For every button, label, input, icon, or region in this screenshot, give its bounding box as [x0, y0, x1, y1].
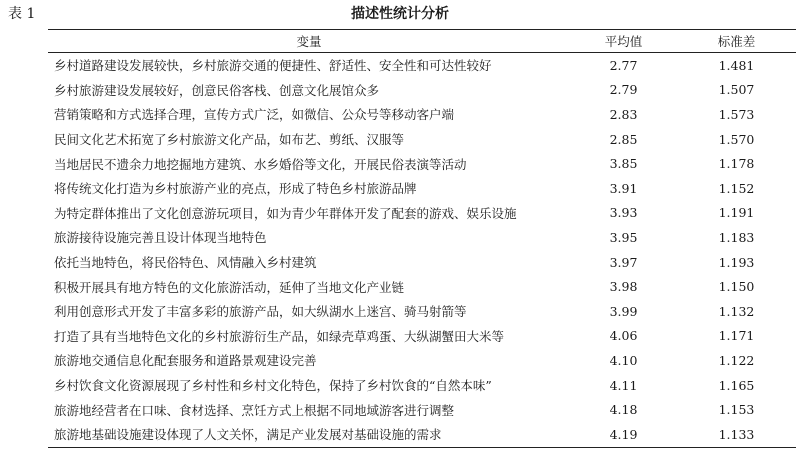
table-row: [48, 348, 796, 373]
variable-cell: 积极开展具有地方特色的文化旅游活动，延伸了当地文化产业链: [54, 279, 405, 295]
sd-cell: 1.153: [718, 402, 755, 418]
sd-cell: 1.191: [718, 205, 755, 221]
variable-cell: 乡村旅游建设发展较好，创意民俗客栈、创意文化展馆众多: [54, 82, 380, 98]
table-row: [48, 53, 796, 78]
variable-cell: 利用创意形式开发了丰富多彩的旅游产品，如大纵湖水上迷宫、骑马射箭等: [54, 304, 467, 320]
sd-cell: 1.193: [718, 254, 755, 270]
table-row: [48, 102, 796, 127]
mean-cell: 3.93: [609, 205, 638, 221]
table-row: [48, 274, 796, 299]
variable-cell: 营销策略和方式选择合理，宣传方式广泛，如微信、公众号等移动客户端: [54, 107, 455, 123]
sd-cell: 1.152: [718, 180, 755, 196]
mean-cell: 3.98: [609, 279, 638, 295]
sd-cell: 1.133: [718, 426, 755, 442]
variable-cell: 乡村饮食文化资源展现了乡村性和乡村文化特色，保持了乡村饮食的“自然本味”: [54, 378, 492, 394]
mean-cell: 4.11: [609, 377, 638, 393]
table-row: [48, 324, 796, 349]
sd-cell: 1.171: [718, 328, 755, 344]
mean-cell: 3.97: [609, 254, 638, 270]
table-row: [48, 422, 796, 447]
variable-cell: 旅游地经营者在口味、食材选择、烹饪方式上根据不同地域游客进行调整: [54, 402, 455, 418]
variable-cell: 打造了具有当地特色文化的乡村旅游衍生产品，如绿壳草鸡蛋、大纵湖蟹田大米等: [54, 328, 505, 344]
variable-cell: 民间文化艺术拓宽了乡村旅游文化产品，如布艺、剪纸、汉服等: [54, 132, 405, 148]
mean-cell: 2.83: [609, 106, 638, 122]
sd-cell: 1.570: [718, 131, 755, 147]
header-sd: 标准差: [717, 34, 756, 49]
variable-cell: 乡村道路建设发展较快，乡村旅游交通的便捷性、舒适性、安全性和可达性较好: [54, 58, 492, 74]
variable-cell: 为特定群体推出了文化创意游玩项目，如为青少年群体开发了配套的游戏、娱乐设施: [54, 205, 517, 221]
table-row: [48, 397, 796, 422]
variable-cell: 旅游接待设施完善且设计体现当地特色: [54, 230, 267, 246]
sd-cell: 1.481: [718, 57, 755, 73]
table-row: [48, 78, 796, 103]
variable-cell: 旅游地基础设施建设体现了人文关怀，满足产业发展对基础设施的需求: [54, 427, 442, 443]
table-row: [48, 127, 796, 152]
table-number-label: 表 1: [8, 6, 36, 22]
table-row: [48, 151, 796, 176]
table-row: [48, 373, 796, 398]
sd-cell: 1.183: [718, 229, 755, 245]
mean-cell: 3.85: [609, 156, 638, 172]
variable-cell: 将传统文化打造为乡村旅游产业的亮点，形成了特色乡村旅游品牌: [54, 181, 417, 197]
table-row: [48, 176, 796, 201]
variable-cell: 当地居民不遗余力地挖掘地方建筑、水乡婚俗等文化，开展民俗表演等活动: [54, 156, 467, 172]
sd-cell: 1.132: [718, 303, 755, 319]
table-title: 描述性统计分析: [351, 6, 449, 22]
descriptive-statistics-table: [48, 29, 796, 448]
table-body: [48, 53, 796, 448]
variable-cell: 依托当地特色，将民俗特色、风情融入乡村建筑: [54, 255, 317, 271]
mean-cell: 3.91: [609, 180, 638, 196]
sd-cell: 1.122: [718, 352, 755, 368]
variable-cell: 旅游地交通信息化配套服务和道路景观建设完善: [54, 353, 317, 369]
sd-cell: 1.165: [718, 377, 755, 393]
mean-cell: 2.79: [609, 82, 638, 98]
mean-cell: 2.85: [609, 131, 638, 147]
table-row: [48, 201, 796, 226]
mean-cell: 4.06: [609, 328, 638, 344]
mean-cell: 4.18: [609, 402, 638, 418]
table-row: [48, 225, 796, 250]
table-caption: [0, 0, 800, 30]
header-variable: 变量: [296, 34, 322, 49]
mean-cell: 3.95: [609, 229, 638, 245]
table-header-row: [48, 30, 796, 53]
sd-cell: 1.507: [718, 82, 755, 98]
sd-cell: 1.573: [718, 106, 755, 122]
sd-cell: 1.150: [718, 279, 755, 295]
sd-cell: 1.178: [718, 156, 755, 172]
header-mean: 平均值: [604, 34, 643, 49]
mean-cell: 4.10: [609, 352, 638, 368]
mean-cell: 2.77: [609, 57, 638, 73]
table-row: [48, 250, 796, 275]
mean-cell: 4.19: [609, 426, 638, 442]
mean-cell: 3.99: [609, 303, 638, 319]
table-row: [48, 299, 796, 324]
